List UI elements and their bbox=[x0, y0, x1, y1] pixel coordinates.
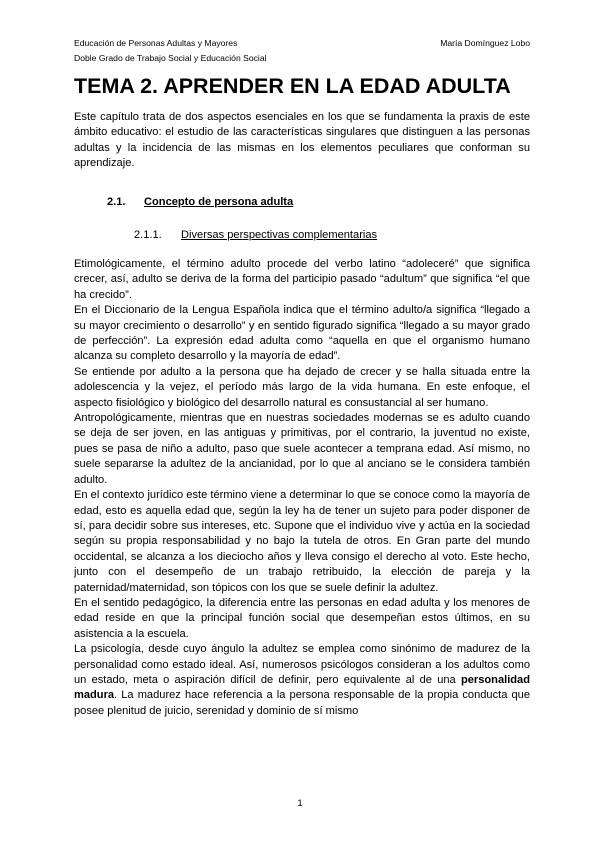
paragraph-biological: Se entiende por adulto a la persona que ha dejado de crecer y se halla situada entre la adolescencia y la vejez, el período más largo de la vida humana. En este enfoque, el aspecto fisiológico y biológico del desarrollo natural es consustancial al ser humano. bbox=[74, 365, 530, 409]
paragraph-dictionary: En el Diccionario de la Lengua Española indica que el término adulto/a significa “llegado a su mayor crecimiento o desarrollo” y en sentido figurado significa “llegado a su mayor grado de perfección”. La expresión edad adulta como “aquella en que el organismo humano alcanza su completo desarrollo y la mayoría de edad”. bbox=[74, 304, 530, 363]
subsection-number: 2.1.1. bbox=[134, 229, 162, 241]
intro-paragraph: Este capítulo trata de dos aspectos esenciales en los que se fundamenta la praxis de este ámbito educativo: el estudio de las características singulares que distinguen a las personas adultas y la incidencia de las mismas en los elementos peculiares que conforman su aprendizaje. bbox=[74, 111, 530, 170]
paragraph-legal: En el contexto jurídico este término viene a determinar lo que se conoce como la mayoría de edad, esto es aquella edad que, según la ley ha de tener un sujeto para poder disponer de sí, para decidir sobre sus intereses, etc. Supone que el individuo vive y actúa en la sociedad según su propia responsabilidad y no bajo la tutela de otros. En Gran parte del mundo occidental, se alcanza a los dieciocho años y lleva consigo el derecho al voto. Este hecho, junto con el desempeño de un trabajo retribuido, la elección de pareja y la paternidad/maternidad, son tópicos con los que se suele definir la adultez. bbox=[74, 489, 530, 594]
subsection-heading bbox=[134, 227, 377, 243]
section-title: Concepto de persona adulta bbox=[144, 196, 294, 208]
paragraph-etymology: Etimológicamente, el término adulto procede del verbo latino “adoleceré” que significa crecer, así, adulto se deriva de la forma del participio pasado “adultum” que significa “el que ha crecido”. bbox=[74, 258, 530, 301]
paragraph-psychological bbox=[74, 642, 530, 719]
header-course-title: Educación de Personas Adultas y Mayores bbox=[74, 38, 238, 48]
header-author: María Domínguez Lobo bbox=[440, 38, 530, 48]
subsection-title: Diversas perspectivas complementarias bbox=[181, 229, 378, 241]
section-number: 2.1. bbox=[107, 196, 126, 208]
psychology-text-start: La psicología, desde cuyo ángulo la adultez se emplea como sinónimo de madurez de la personalidad como estado ideal. Así, numerosos psicólogos consideran a los adultos como un estado, meta o aspiración difícil de definir, pero equivalente al de una bbox=[74, 643, 530, 686]
paragraph-pedagogical: En el sentido pedagógico, la diferencia entre las personas en edad adulta y los menores de edad reside en que la principal función social que desempeñan estos últimos, en su asistencia a la escuela. bbox=[74, 596, 530, 640]
chapter-title: TEMA 2. APRENDER EN LA EDAD ADULTA bbox=[74, 74, 511, 98]
header-degree-title: Doble Grado de Trabajo Social y Educación Social bbox=[74, 53, 267, 63]
paragraph-anthropological: Antropológicamente, mientras que en nuestras sociedades modernas se es adulto cuando se deja de ser joven, en las antiguas y primitivas, por el contrario, la juventud no existe, pues se pasa de niño a adulto, paso que suele acontecer a temprana edad. Así mismo, no suele separarse la adultez de la ancianidad, por lo que al anciano se le considera también adulto. bbox=[74, 412, 530, 486]
header-course-info bbox=[74, 36, 267, 66]
page-number: 1 bbox=[297, 798, 303, 809]
psychology-bold-term: personalidad madura bbox=[74, 673, 530, 702]
psychology-text-end: . La madurez hace referencia a la persona responsable de la propia conducta que posee plenitud de juicio, serenidad y dominio de sí mismo bbox=[74, 689, 530, 717]
body-text bbox=[74, 257, 530, 719]
section-heading bbox=[107, 194, 293, 210]
